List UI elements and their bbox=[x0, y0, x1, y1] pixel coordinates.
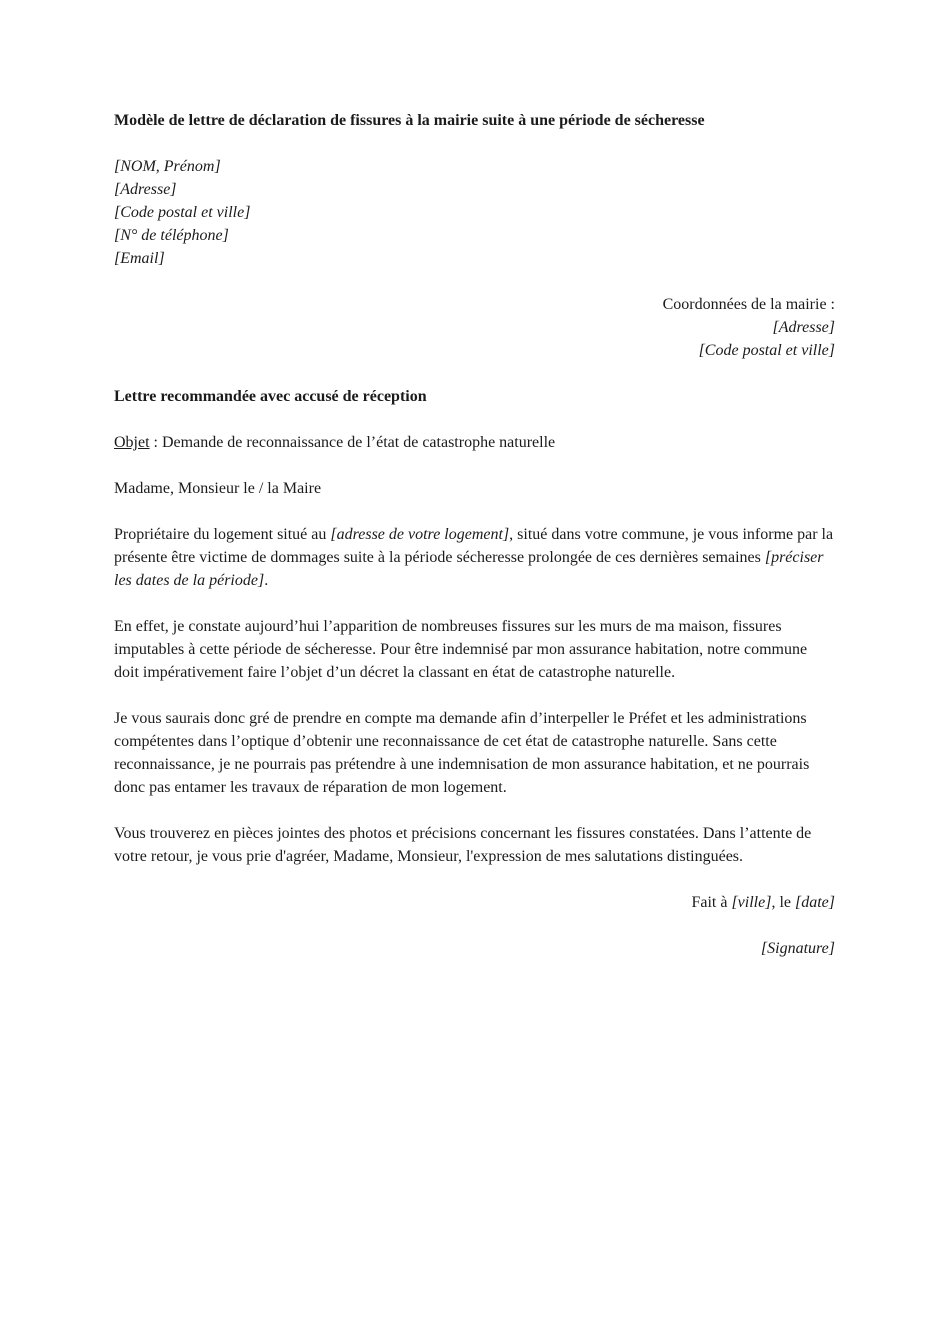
recipient-line-postal-city: [Code postal et ville] bbox=[698, 342, 835, 359]
recipient-line-address: [Adresse] bbox=[772, 319, 835, 336]
recipient-label: Coordonnées de la mairie : bbox=[662, 296, 835, 313]
signature-line: [Signature] bbox=[760, 940, 835, 957]
letter-title: Modèle de lettre de déclaration de fissures à la mairie suite à une période de sécheresse bbox=[114, 112, 705, 129]
sender-line-name: [NOM, Prénom] bbox=[114, 158, 221, 175]
closing-middle: , le bbox=[771, 894, 795, 911]
placeholder-date: [date] bbox=[795, 894, 835, 911]
salutation-line: Madame, Monsieur le / la Maire bbox=[114, 480, 322, 497]
paragraph-fissures: En effet, je constate aujourd’hui l’apparition de nombreuses fissures sur les murs de ma maison, fissures imputables à cette période de sécheresse. Pour être indemnisé par mon assurance habitation, notre commune doit impérativement faire l’objet d’un décret la classant en état de catastrophe naturelle. bbox=[114, 618, 808, 681]
paragraph-run: , situé dans votre commune, je vous informe par la présente être victime de dommages suite à la période sécheresse prolongée de ces dernières semaines bbox=[114, 526, 834, 566]
paragraph-run: . bbox=[264, 572, 269, 589]
sender-line-email: [Email] bbox=[114, 250, 165, 267]
paragraph-pieces-jointes: Vous trouverez en pièces jointes des photos et précisions concernant les fissures constatées. Dans l’attente de votre retour, je vous prie d'agréer, Madame, Monsieur, l'expression de mes salutations distinguées. bbox=[114, 825, 812, 865]
closing-line bbox=[114, 891, 835, 914]
sender-line-postal-city: [Code postal et ville] bbox=[114, 204, 251, 221]
placeholder-period-dates: [préciser les dates de la période] bbox=[114, 549, 824, 589]
recipient-block bbox=[114, 293, 835, 362]
subject-label: Objet bbox=[114, 434, 150, 451]
placeholder-home-address: [adresse de votre logement] bbox=[330, 526, 510, 543]
subject-text: Demande de reconnaissance de l’état de catastrophe naturelle bbox=[162, 434, 556, 451]
paragraph-property bbox=[114, 523, 835, 592]
registered-mail-line: Lettre recommandée avec accusé de réception bbox=[114, 388, 427, 405]
sender-block bbox=[114, 155, 835, 270]
paragraph-demande: Je vous saurais donc gré de prendre en compte ma demande afin d’interpeller le Préfet et les administrations compétentes dans l’optique d’obtenir une reconnaissance de cet état de catastrophe naturelle. Sans cette reconnaissance, je ne pourrais pas prétendre à une indemnisation de mon assurance habitation, et ne pourrais donc pas entamer les travaux de réparation de mon logement. bbox=[114, 710, 810, 796]
sender-line-address: [Adresse] bbox=[114, 181, 177, 198]
subject-separator: : bbox=[149, 434, 162, 451]
subject-line bbox=[114, 431, 835, 454]
closing-prefix: Fait à bbox=[691, 894, 732, 911]
placeholder-ville: [ville] bbox=[731, 894, 772, 911]
sender-line-phone: [N° de téléphone] bbox=[114, 227, 229, 244]
paragraph-run: Propriétaire du logement situé au bbox=[114, 526, 331, 543]
